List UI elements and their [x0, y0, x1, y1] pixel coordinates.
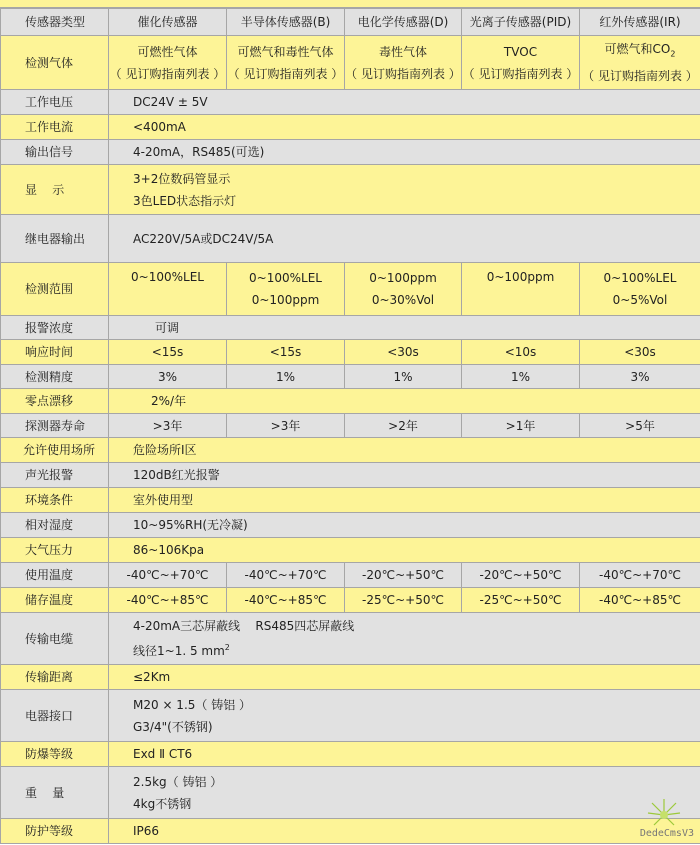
range-cell: 0~100%LEL 0~5%Vol	[580, 263, 700, 316]
header-catalytic: 催化传感器	[109, 9, 227, 36]
row-voltage	[1, 90, 700, 115]
row-weight	[1, 767, 700, 819]
value-output: 4-20mA，RS485(可选)	[109, 140, 700, 165]
spec-table	[0, 8, 700, 844]
value-drift: 2%/年	[109, 389, 700, 414]
row-display	[1, 165, 700, 215]
use-temp-cell: -40℃~+70℃	[109, 563, 227, 588]
gas-cell: TVOC （ 见订购指南列表 ）	[462, 36, 580, 90]
row-protection	[1, 819, 700, 844]
value-voltage: DC24V ± 5V	[109, 90, 700, 115]
value-weight: 2.5kg（ 铸铝 ） 4kg不锈钢	[109, 767, 700, 819]
row-use-temp	[1, 563, 700, 588]
row-gases	[1, 36, 700, 90]
value-distance: ≤2Km	[109, 665, 700, 690]
row-location	[1, 438, 700, 463]
label-current: 工作电流	[1, 115, 109, 140]
value-protection: IP66	[109, 819, 700, 844]
value-location: 危险场所Ⅰ区	[109, 438, 700, 463]
header-electrochemical: 电化学传感器(D)	[345, 9, 462, 36]
gas-cell: 毒性气体 （ 见订购指南列表 ）	[345, 36, 462, 90]
row-environment	[1, 488, 700, 513]
response-cell: <15s	[109, 340, 227, 365]
response-cell: <30s	[580, 340, 700, 365]
response-cell: <10s	[462, 340, 580, 365]
use-temp-cell: -40℃~+70℃	[227, 563, 345, 588]
row-store-temp	[1, 588, 700, 613]
label-output: 输出信号	[1, 140, 109, 165]
label-cable: 传输电缆	[1, 613, 109, 665]
use-temp-cell: -20℃~+50℃	[345, 563, 462, 588]
use-temp-cell: -20℃~+50℃	[462, 563, 580, 588]
value-display: 3+2位数码管显示 3色LED状态指示灯	[109, 165, 700, 215]
accuracy-cell: 3%	[580, 365, 700, 389]
row-range	[1, 263, 700, 316]
label-protection: 防护等级	[1, 819, 109, 844]
response-cell: <15s	[227, 340, 345, 365]
life-cell: >5年	[580, 414, 700, 438]
label-alarm: 报警浓度	[1, 316, 109, 340]
row-sensor-type	[1, 9, 700, 36]
label-voltage: 工作电压	[1, 90, 109, 115]
label-environment: 环境条件	[1, 488, 109, 513]
use-temp-cell: -40℃~+70℃	[580, 563, 700, 588]
accuracy-cell: 3%	[109, 365, 227, 389]
store-temp-cell: -25℃~+50℃	[462, 588, 580, 613]
header-semiconductor: 半导体传感器(B)	[227, 9, 345, 36]
range-cell: 0~100ppm	[462, 263, 580, 316]
row-alarm	[1, 316, 700, 340]
store-temp-cell: -40℃~+85℃	[109, 588, 227, 613]
label-use-temp: 使用温度	[1, 563, 109, 588]
range-cell: 0~100ppm 0~30%Vol	[345, 263, 462, 316]
value-relay: AC220V/5A或DC24V/5A	[109, 215, 700, 263]
range-cell: 0~100%LEL	[109, 263, 227, 316]
value-humidity: 10~95%RH(无冷凝)	[109, 513, 700, 538]
label-location: 允许使用场所	[1, 438, 109, 463]
value-cable: 4-20mA三芯屏蔽线 RS485四芯屏蔽线 线径1~1. 5 $mm^2$	[109, 613, 700, 665]
label-explosion: 防爆等级	[1, 742, 109, 767]
accuracy-cell: 1%	[462, 365, 580, 389]
label-response: 响应时间	[1, 340, 109, 365]
label-relay: 继电器输出	[1, 215, 109, 263]
value-current: <400mA	[109, 115, 700, 140]
gas-cell: 可燃气和$CO_2$ （ 见订购指南列表 ）	[580, 36, 700, 90]
top-strip	[0, 0, 700, 8]
value-interface: M20 × 1.5（ 铸铝 ） G3/4"(不锈钢)	[109, 690, 700, 742]
life-cell: >3年	[227, 414, 345, 438]
gas-cell: 可燃性气体 （ 见订购指南列表 ）	[109, 36, 227, 90]
row-accuracy	[1, 365, 700, 389]
accuracy-cell: 1%	[227, 365, 345, 389]
label-display: 显 示	[1, 165, 109, 215]
label-distance: 传输距离	[1, 665, 109, 690]
row-relay	[1, 215, 700, 263]
label-interface: 电器接口	[1, 690, 109, 742]
label-sensor-type: 传感器类型	[1, 9, 109, 36]
row-explosion	[1, 742, 700, 767]
life-cell: >1年	[462, 414, 580, 438]
row-current	[1, 115, 700, 140]
header-pid: 光离子传感器(PID)	[462, 9, 580, 36]
value-explosion: Exd Ⅱ CT6	[109, 742, 700, 767]
range-cell: 0~100%LEL 0~100ppm	[227, 263, 345, 316]
value-alarm: 可调	[109, 316, 700, 340]
row-cable	[1, 613, 700, 665]
row-pressure	[1, 538, 700, 563]
label-store-temp: 储存温度	[1, 588, 109, 613]
label-weight: 重 量	[1, 767, 109, 819]
life-cell: >3年	[109, 414, 227, 438]
value-sound: 120dB红光报警	[109, 463, 700, 488]
value-environment: 室外使用型	[109, 488, 700, 513]
row-output	[1, 140, 700, 165]
life-cell: >2年	[345, 414, 462, 438]
store-temp-cell: -25℃~+50℃	[345, 588, 462, 613]
watermark-text: DedeCmsV3	[639, 828, 694, 839]
label-pressure: 大气压力	[1, 538, 109, 563]
label-gases: 检测气体	[1, 36, 109, 90]
label-humidity: 相对湿度	[1, 513, 109, 538]
row-response	[1, 340, 700, 365]
store-temp-cell: -40℃~+85℃	[580, 588, 700, 613]
value-pressure: 86~106Kpa	[109, 538, 700, 563]
store-temp-cell: -40℃~+85℃	[227, 588, 345, 613]
gas-cell: 可燃气和毒性气体 （ 见订购指南列表 ）	[227, 36, 345, 90]
label-sound: 声光报警	[1, 463, 109, 488]
response-cell: <30s	[345, 340, 462, 365]
row-drift	[1, 389, 700, 414]
accuracy-cell: 1%	[345, 365, 462, 389]
row-interface	[1, 690, 700, 742]
header-infrared: 红外传感器(IR)	[580, 9, 700, 36]
row-distance	[1, 665, 700, 690]
row-life	[1, 414, 700, 438]
label-accuracy: 检测精度	[1, 365, 109, 389]
label-range: 检测范围	[1, 263, 109, 316]
label-life: 探测器寿命	[1, 414, 109, 438]
row-sound	[1, 463, 700, 488]
label-drift: 零点漂移	[1, 389, 109, 414]
row-humidity	[1, 513, 700, 538]
